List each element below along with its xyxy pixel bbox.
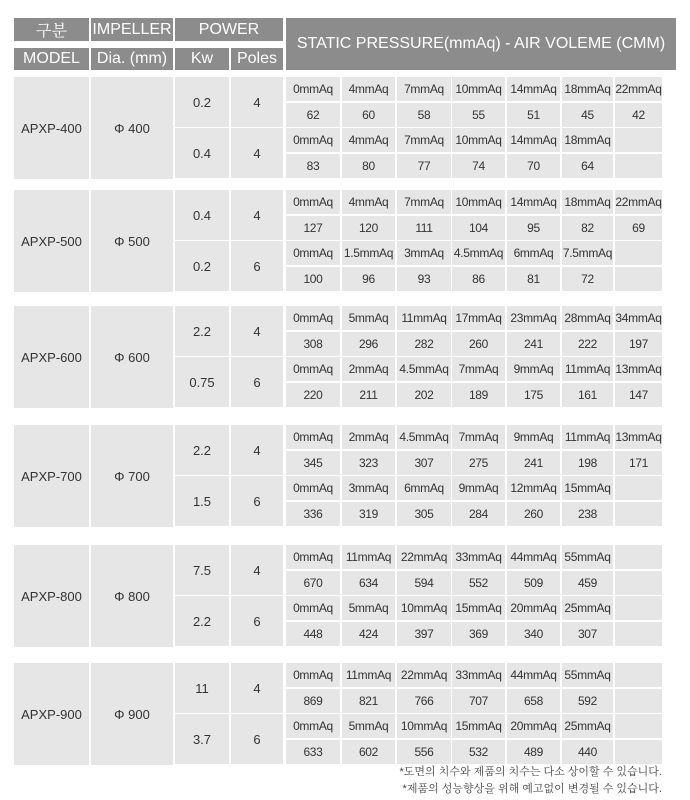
static-pressure-cell: 33mmAq — [452, 545, 505, 569]
air-volume-cell: 62 — [286, 103, 340, 127]
air-volume-cell: 161 — [562, 383, 613, 407]
static-pressure-cell: 2mmAq — [342, 357, 395, 381]
static-pressure-cell: 7mmAq — [397, 77, 451, 101]
model-name: APXP-900 — [14, 663, 89, 765]
header-category: 구분 — [14, 18, 89, 41]
air-volume-cell: 241 — [507, 451, 560, 475]
power-kw: 0.75 — [175, 357, 229, 407]
static-pressure-cell: 6mmAq — [397, 476, 451, 500]
static-pressure-cell: 11mmAq — [342, 663, 395, 687]
static-pressure-cell: 9mmAq — [507, 357, 560, 381]
air-volume-cell: 58 — [397, 103, 451, 127]
static-pressure-cell: 4mmAq — [342, 190, 395, 214]
air-volume-cell: 260 — [452, 332, 505, 356]
air-volume-cell: 198 — [562, 451, 613, 475]
static-pressure-cell: 7mmAq — [452, 425, 505, 449]
impeller-dia: Φ 600 — [91, 306, 173, 408]
static-pressure-cell: 25mmAq — [562, 714, 613, 738]
static-pressure-cell: 22mmAq — [397, 545, 451, 569]
static-pressure-cell: 20mmAq — [507, 596, 560, 620]
power-poles: 6 — [231, 357, 283, 407]
power-poles: 6 — [231, 714, 283, 764]
impeller-dia: Φ 400 — [91, 77, 173, 179]
power-poles: 4 — [231, 663, 283, 713]
static-pressure-cell: 5mmAq — [342, 714, 395, 738]
static-pressure-cell: 15mmAq — [452, 714, 505, 738]
air-volume-cell: 96 — [342, 267, 395, 291]
header-dia: Dia. (mm) — [91, 48, 173, 70]
air-volume-cell: 766 — [397, 689, 451, 713]
static-pressure-cell: 0mmAq — [286, 77, 340, 101]
air-volume-cell: 72 — [562, 267, 613, 291]
static-pressure-cell: 4.5mmAq — [397, 357, 451, 381]
air-volume-cell — [615, 571, 662, 595]
static-pressure-cell: 17mmAq — [452, 306, 505, 330]
model-name: APXP-600 — [14, 306, 89, 408]
static-pressure-cell: 10mmAq — [397, 714, 451, 738]
air-volume-cell: 275 — [452, 451, 505, 475]
air-volume-cell: 552 — [452, 571, 505, 595]
air-volume-cell: 282 — [397, 332, 451, 356]
air-volume-cell: 340 — [507, 622, 560, 646]
header-kw: Kw — [175, 48, 229, 70]
air-volume-cell: 869 — [286, 689, 340, 713]
static-pressure-cell: 7mmAq — [452, 357, 505, 381]
static-pressure-cell: 0mmAq — [286, 190, 340, 214]
air-volume-cell: 55 — [452, 103, 505, 127]
air-volume-cell: 60 — [342, 103, 395, 127]
static-pressure-cell: 0mmAq — [286, 663, 340, 687]
power-poles: 4 — [231, 128, 283, 178]
static-pressure-cell: 9mmAq — [507, 425, 560, 449]
air-volume-cell: 602 — [342, 740, 395, 764]
static-pressure-cell: 55mmAq — [562, 545, 613, 569]
air-volume-cell: 459 — [562, 571, 613, 595]
air-volume-cell: 556 — [397, 740, 451, 764]
static-pressure-cell: 0mmAq — [286, 425, 340, 449]
static-pressure-cell: 18mmAq — [562, 77, 613, 101]
power-kw: 7.5 — [175, 545, 229, 595]
impeller-dia: Φ 900 — [91, 663, 173, 765]
model-name: APXP-500 — [14, 190, 89, 292]
static-pressure-cell: 11mmAq — [562, 425, 613, 449]
air-volume-cell: 45 — [562, 103, 613, 127]
air-volume-cell: 592 — [562, 689, 613, 713]
power-poles: 6 — [231, 241, 283, 291]
air-volume-cell: 81 — [507, 267, 560, 291]
air-volume-cell: 296 — [342, 332, 395, 356]
static-pressure-cell: 3mmAq — [342, 476, 395, 500]
static-pressure-cell — [615, 476, 662, 500]
static-pressure-cell: 15mmAq — [452, 596, 505, 620]
air-volume-cell: 397 — [397, 622, 451, 646]
air-volume-cell: 284 — [452, 502, 505, 526]
air-volume-cell: 440 — [562, 740, 613, 764]
static-pressure-cell: 7mmAq — [397, 128, 451, 152]
power-poles: 4 — [231, 306, 283, 356]
power-kw: 0.4 — [175, 190, 229, 240]
header-model: MODEL — [14, 48, 89, 70]
air-volume-cell: 120 — [342, 216, 395, 240]
power-kw: 3.7 — [175, 714, 229, 764]
static-pressure-cell: 20mmAq — [507, 714, 560, 738]
static-pressure-cell: 0mmAq — [286, 241, 340, 265]
impeller-dia: Φ 700 — [91, 425, 173, 527]
air-volume-cell: 821 — [342, 689, 395, 713]
static-pressure-cell: 6mmAq — [507, 241, 560, 265]
air-volume-cell — [615, 267, 662, 291]
air-volume-cell: 202 — [397, 383, 451, 407]
air-volume-cell: 70 — [507, 154, 560, 178]
static-pressure-cell: 44mmAq — [507, 545, 560, 569]
air-volume-cell: 307 — [397, 451, 451, 475]
static-pressure-cell: 0mmAq — [286, 357, 340, 381]
air-volume-cell: 104 — [452, 216, 505, 240]
air-volume-cell: 111 — [397, 216, 451, 240]
static-pressure-cell: 13mmAq — [615, 357, 662, 381]
air-volume-cell: 241 — [507, 332, 560, 356]
air-volume-cell: 305 — [397, 502, 451, 526]
power-kw: 2.2 — [175, 306, 229, 356]
static-pressure-cell: 14mmAq — [507, 190, 560, 214]
air-volume-cell: 594 — [397, 571, 451, 595]
air-volume-cell: 448 — [286, 622, 340, 646]
static-pressure-cell — [615, 663, 662, 687]
air-volume-cell: 308 — [286, 332, 340, 356]
air-volume-cell: 64 — [562, 154, 613, 178]
static-pressure-cell: 22mmAq — [397, 663, 451, 687]
static-pressure-cell: 0mmAq — [286, 128, 340, 152]
static-pressure-cell: 10mmAq — [452, 190, 505, 214]
air-volume-cell: 69 — [615, 216, 662, 240]
air-volume-cell: 42 — [615, 103, 662, 127]
static-pressure-cell: 10mmAq — [452, 128, 505, 152]
model-name: APXP-800 — [14, 545, 89, 647]
air-volume-cell — [615, 502, 662, 526]
air-volume-cell: 93 — [397, 267, 451, 291]
power-poles: 4 — [231, 545, 283, 595]
static-pressure-cell: 14mmAq — [507, 128, 560, 152]
footnote-dimension: *도면의 치수와 제품의 치수는 다소 상이할 수 있습니다. — [399, 766, 662, 778]
static-pressure-cell: 4.5mmAq — [452, 241, 505, 265]
power-poles: 4 — [231, 190, 283, 240]
air-volume-cell: 83 — [286, 154, 340, 178]
air-volume-cell: 238 — [562, 502, 613, 526]
air-volume-cell: 323 — [342, 451, 395, 475]
static-pressure-cell: 13mmAq — [615, 425, 662, 449]
static-pressure-cell: 4mmAq — [342, 128, 395, 152]
header-static-pressure: STATIC PRESSURE(mmAq) - AIR VOLEME (CMM) — [286, 18, 676, 70]
power-poles: 6 — [231, 596, 283, 646]
air-volume-cell: 211 — [342, 383, 395, 407]
static-pressure-cell: 10mmAq — [452, 77, 505, 101]
power-poles: 4 — [231, 77, 283, 127]
static-pressure-cell: 11mmAq — [342, 545, 395, 569]
air-volume-cell: 189 — [452, 383, 505, 407]
static-pressure-cell: 34mmAq — [615, 306, 662, 330]
model-name: APXP-400 — [14, 77, 89, 179]
air-volume-cell: 82 — [562, 216, 613, 240]
air-volume-cell: 77 — [397, 154, 451, 178]
air-volume-cell — [615, 154, 662, 178]
air-volume-cell: 489 — [507, 740, 560, 764]
static-pressure-cell: 5mmAq — [342, 306, 395, 330]
static-pressure-cell: 22mmAq — [615, 77, 662, 101]
air-volume-cell: 634 — [342, 571, 395, 595]
static-pressure-cell: 55mmAq — [562, 663, 613, 687]
air-volume-cell: 670 — [286, 571, 340, 595]
air-volume-cell: 95 — [507, 216, 560, 240]
static-pressure-cell: 7.5mmAq — [562, 241, 613, 265]
static-pressure-cell: 0mmAq — [286, 476, 340, 500]
static-pressure-cell: 10mmAq — [397, 596, 451, 620]
air-volume-cell: 260 — [507, 502, 560, 526]
header-impeller: IMPELLER — [91, 18, 173, 41]
static-pressure-cell — [615, 545, 662, 569]
header-poles: Poles — [231, 48, 283, 70]
static-pressure-cell: 15mmAq — [562, 476, 613, 500]
air-volume-cell: 319 — [342, 502, 395, 526]
static-pressure-cell: 18mmAq — [562, 128, 613, 152]
power-kw: 11 — [175, 663, 229, 713]
air-volume-cell: 86 — [452, 267, 505, 291]
static-pressure-cell: 1.5mmAq — [342, 241, 395, 265]
air-volume-cell: 197 — [615, 332, 662, 356]
static-pressure-cell: 18mmAq — [562, 190, 613, 214]
power-kw: 2.2 — [175, 596, 229, 646]
power-kw: 2.2 — [175, 425, 229, 475]
air-volume-cell: 345 — [286, 451, 340, 475]
static-pressure-cell: 33mmAq — [452, 663, 505, 687]
power-poles: 4 — [231, 425, 283, 475]
air-volume-cell: 336 — [286, 502, 340, 526]
static-pressure-cell: 11mmAq — [397, 306, 451, 330]
static-pressure-cell: 2mmAq — [342, 425, 395, 449]
air-volume-cell: 424 — [342, 622, 395, 646]
static-pressure-cell: 0mmAq — [286, 306, 340, 330]
air-volume-cell: 80 — [342, 154, 395, 178]
air-volume-cell: 509 — [507, 571, 560, 595]
impeller-dia: Φ 800 — [91, 545, 173, 647]
static-pressure-cell: 25mmAq — [562, 596, 613, 620]
air-volume-cell — [615, 689, 662, 713]
air-volume-cell: 532 — [452, 740, 505, 764]
air-volume-cell: 220 — [286, 383, 340, 407]
static-pressure-cell: 22mmAq — [615, 190, 662, 214]
static-pressure-cell: 28mmAq — [562, 306, 613, 330]
static-pressure-cell: 3mmAq — [397, 241, 451, 265]
power-kw: 0.2 — [175, 241, 229, 291]
air-volume-cell: 633 — [286, 740, 340, 764]
static-pressure-cell: 0mmAq — [286, 714, 340, 738]
header-power: POWER — [175, 18, 283, 41]
static-pressure-cell: 11mmAq — [562, 357, 613, 381]
static-pressure-cell: 7mmAq — [397, 190, 451, 214]
air-volume-cell — [615, 622, 662, 646]
static-pressure-cell — [615, 714, 662, 738]
static-pressure-cell: 44mmAq — [507, 663, 560, 687]
air-volume-cell: 369 — [452, 622, 505, 646]
impeller-dia: Φ 500 — [91, 190, 173, 292]
footnote-change: *제품의 성능향상을 위해 예고없이 변경될 수 있습니다. — [402, 783, 662, 795]
static-pressure-cell: 4mmAq — [342, 77, 395, 101]
static-pressure-cell — [615, 596, 662, 620]
air-volume-cell: 707 — [452, 689, 505, 713]
air-volume-cell: 127 — [286, 216, 340, 240]
model-name: APXP-700 — [14, 425, 89, 527]
air-volume-cell: 147 — [615, 383, 662, 407]
static-pressure-cell: 23mmAq — [507, 306, 560, 330]
static-pressure-cell: 14mmAq — [507, 77, 560, 101]
air-volume-cell: 171 — [615, 451, 662, 475]
static-pressure-cell: 9mmAq — [452, 476, 505, 500]
air-volume-cell: 74 — [452, 154, 505, 178]
static-pressure-cell — [615, 241, 662, 265]
static-pressure-cell — [615, 128, 662, 152]
static-pressure-cell: 12mmAq — [507, 476, 560, 500]
air-volume-cell: 175 — [507, 383, 560, 407]
power-kw: 0.2 — [175, 77, 229, 127]
power-kw: 0.4 — [175, 128, 229, 178]
static-pressure-cell: 0mmAq — [286, 596, 340, 620]
power-poles: 6 — [231, 476, 283, 526]
air-volume-cell: 222 — [562, 332, 613, 356]
air-volume-cell: 51 — [507, 103, 560, 127]
air-volume-cell — [615, 740, 662, 764]
air-volume-cell: 307 — [562, 622, 613, 646]
static-pressure-cell: 5mmAq — [342, 596, 395, 620]
static-pressure-cell: 4.5mmAq — [397, 425, 451, 449]
air-volume-cell: 100 — [286, 267, 340, 291]
static-pressure-cell: 0mmAq — [286, 545, 340, 569]
air-volume-cell: 658 — [507, 689, 560, 713]
power-kw: 1.5 — [175, 476, 229, 526]
